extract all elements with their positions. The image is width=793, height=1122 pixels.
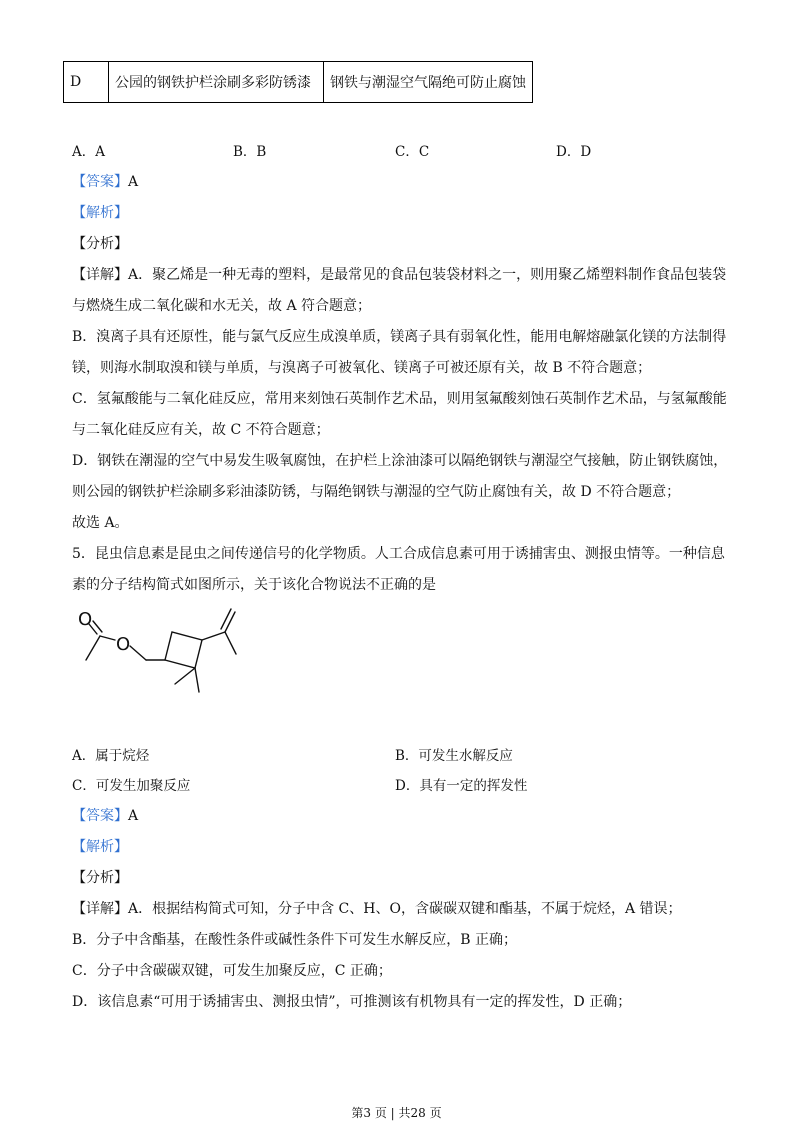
answer-tag: 【答案】 <box>72 808 128 824</box>
bond-methyl <box>86 636 100 660</box>
q5-detail-line: 【详解】A．根据结构简式可知，分子中含 C、H、O，含碳碳双键和酯基，不属于烷烃，A 错误； <box>72 901 682 917</box>
cyclobutane-ring <box>165 632 202 668</box>
q5-option-d: D．具有一定的挥发性 <box>395 778 528 794</box>
q4-detail-line: 与二氧化硅反应有关，故 C 不符合题意； <box>72 422 330 438</box>
bond-carbon-o <box>100 636 115 640</box>
q5-stem-line: 5．昆虫信息素是昆虫之间传递信号的化学物质。人工合成信息素可用于诱捕害虫、测报虫情等。一种信息 <box>72 546 725 562</box>
q4-detail-line: 【详解】A．聚乙烯是一种无毒的塑料，是最常见的食品包装袋材料之一，则用聚乙烯塑料制作食品包装袋 <box>72 267 727 283</box>
q4-option-a: A．A <box>72 144 105 160</box>
q4-jiexi-heading: 【解析】 <box>72 205 128 221</box>
options-table <box>63 61 533 103</box>
q4-fenxi-heading: 【分析】 <box>72 236 128 252</box>
q5-option-b: B．可发生水解反应 <box>395 748 513 764</box>
q4-detail-line: B．溴离子具有还原性，能与氯气反应生成溴单质，镁离子具有弱氧化性，能用电解熔融氯化镁的方法制得 <box>72 329 727 345</box>
table-row <box>64 62 533 103</box>
answer-value: A <box>128 808 139 824</box>
q5-answer <box>72 806 138 826</box>
q4-option-d: D．D <box>556 144 592 160</box>
bond-gem-methyl-1 <box>175 668 195 684</box>
q5-option-a: A．属于烷烃 <box>72 748 150 764</box>
q5-detail-line: C．分子中含碳碳双键，可发生加聚反应，C 正确； <box>72 963 392 979</box>
q5-stem-line: 素的分子结构简式如图所示，关于该化合物说法不正确的是 <box>72 577 436 593</box>
q4-detail-line: 镁，则海水制取溴和镁与单质，与溴离子可被氧化、镁离子可被还原有关，故 B 不符合题意； <box>72 360 652 376</box>
q4-answer <box>72 172 138 192</box>
q5-fenxi-heading: 【分析】 <box>72 870 128 886</box>
q4-detail-line: 与燃烧生成二氧化碳和水无关，故 A 符合题意； <box>72 298 372 314</box>
bond-o-ch2 <box>130 646 146 660</box>
table-cell-measure: 公园的钢铁护栏涂刷多彩防锈漆 <box>109 62 324 103</box>
page-footer: 第3 页 | 共28 页 <box>351 1106 442 1120</box>
bond-gem-methyl-2 <box>195 668 199 692</box>
q4-option-b: B．B <box>233 144 267 160</box>
atom-oxygen-ester: O <box>116 634 131 655</box>
q4-detail-line: 则公园的钢铁护栏涂刷多彩油漆防锈，与隔绝钢铁与潮湿的空气防止腐蚀有关，故 D 不符合题意； <box>72 484 681 500</box>
q4-detail-line: C．氢氟酸能与二氧化硅反应，常用来刻蚀石英制作艺术品，则用氢氟酸刻蚀石英制作艺术品，与氢氟酸能 <box>72 391 727 407</box>
table-cell-letter: D <box>64 62 109 103</box>
answer-value: A <box>128 174 139 190</box>
q4-option-c: C．C <box>395 144 430 160</box>
table-cell-reason: 钢铁与潮湿空气隔绝可防止腐蚀 <box>324 62 533 103</box>
q5-detail-line: B．分子中含酯基，在酸性条件或碱性条件下可发生水解反应，B 正确； <box>72 932 518 948</box>
q5-detail-line: D．该信息素“可用于诱捕害虫、测报虫情”，可推测该有机物具有一定的挥发性，D 正确； <box>72 994 632 1010</box>
q4-detail-line: D．钢铁在潮湿的空气中易发生吸氧腐蚀，在护栏上涂油漆可以隔绝钢铁与潮湿空气接触，防止钢铁腐蚀， <box>72 453 728 469</box>
bond-vinyl-methylene-2 <box>221 609 231 629</box>
molecule-structure-diagram <box>70 602 250 702</box>
q5-jiexi-heading: 【解析】 <box>72 839 128 855</box>
answer-tag: 【答案】 <box>72 174 128 190</box>
q5-option-c: C．可发生加聚反应 <box>72 778 191 794</box>
q4-detail-line: 故选 A。 <box>72 515 129 531</box>
atom-oxygen-carbonyl: O <box>78 609 93 630</box>
bond-vinyl-methylene-1 <box>225 612 235 632</box>
bond-ring-vinyl <box>202 632 225 640</box>
bond-vinyl-methyl <box>225 632 236 654</box>
